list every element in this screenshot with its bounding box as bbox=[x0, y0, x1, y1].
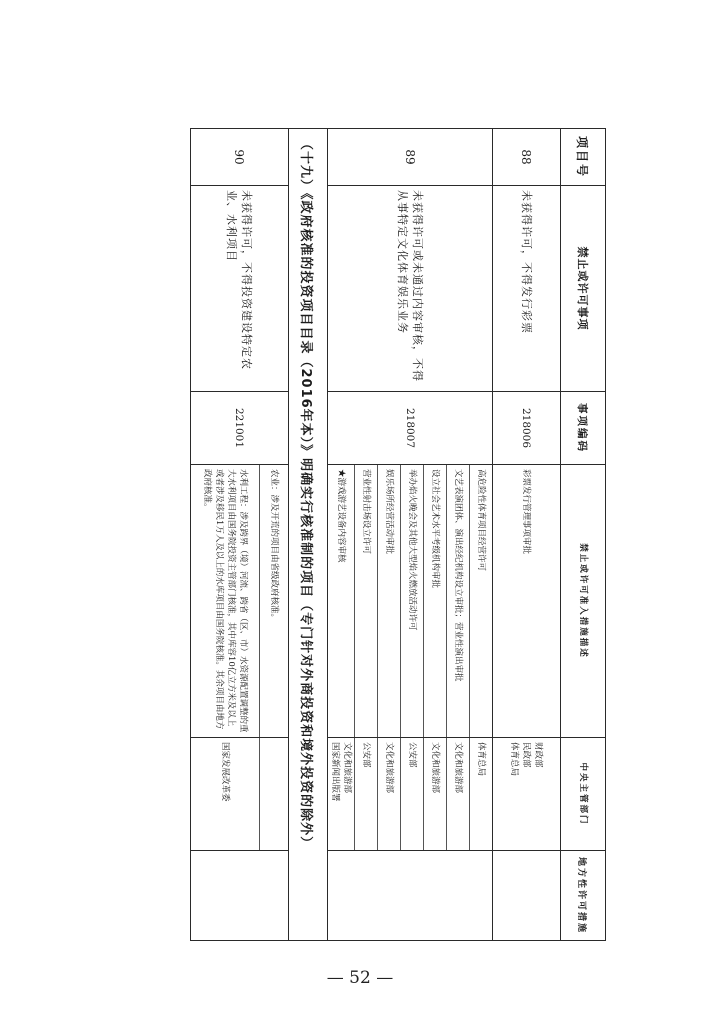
dept-item: 体育总局 bbox=[469, 738, 492, 850]
rotated-table-frame bbox=[108, 128, 606, 941]
header-local: 地方性许可措施 bbox=[561, 851, 606, 941]
header-no: 项目号 bbox=[561, 129, 606, 186]
cell-no: 88 bbox=[493, 129, 561, 186]
cell-no: 90 bbox=[191, 129, 289, 186]
dept-item: 文化和旅游部 bbox=[423, 738, 446, 850]
rotated-table-content bbox=[108, 128, 606, 941]
dept-item: 文化和旅游部 国家新闻出版署 bbox=[330, 742, 352, 802]
desc-item: 娱乐场所经营活动审批 bbox=[377, 465, 400, 737]
dept-line: 体育总局 bbox=[509, 742, 520, 777]
cell-local bbox=[328, 851, 493, 941]
dept-item: 公安部 bbox=[400, 738, 423, 850]
cell-desc-stack bbox=[191, 465, 289, 738]
header-desc: 禁止或许可准入措施描述 bbox=[561, 465, 606, 738]
cell-code: 218006 bbox=[493, 392, 561, 465]
table-row-89 bbox=[328, 129, 493, 941]
cell-dept bbox=[493, 738, 561, 851]
header-row bbox=[561, 129, 606, 941]
desc-item: 农业：涉及开荒的项目由省级政府核准。 bbox=[259, 465, 288, 737]
cell-dept-stack bbox=[328, 738, 493, 851]
dept-item: 公安部 bbox=[354, 738, 377, 850]
cell-local bbox=[493, 851, 561, 941]
header-name: 禁止或许可事项 bbox=[561, 186, 606, 392]
section-row bbox=[289, 129, 328, 941]
cell-no: 89 bbox=[328, 129, 493, 186]
page-number: — 52 — bbox=[326, 968, 394, 988]
desc-item: 设立社会艺术水平考级机构审批 bbox=[423, 465, 446, 737]
table-row-88 bbox=[493, 129, 561, 941]
header-code: 事项编码 bbox=[561, 392, 606, 465]
cell-desc-stack bbox=[328, 465, 493, 738]
dept-item: 文化和旅游部 bbox=[377, 738, 400, 850]
desc-item: 文艺表演团体、演出经纪机构设立审批；营业性演出审批 bbox=[446, 465, 469, 737]
cell-desc: 彩票发行管理事项审批 bbox=[493, 465, 561, 738]
desc-item: 营业性射击场设立许可 bbox=[354, 465, 377, 737]
cell-code: 221001 bbox=[191, 392, 289, 465]
desc-item: 高危险性体育项目经营许可 bbox=[469, 465, 492, 737]
dept-line: 民政部 bbox=[521, 742, 532, 768]
dept-line: 财政部 bbox=[533, 742, 544, 768]
cell-dept-stack bbox=[191, 738, 289, 851]
cell-name: 未获得许可，不得投资建设特定农业、水利项目 bbox=[191, 186, 289, 392]
desc-item: ★游戏游艺设备内容审核 bbox=[336, 469, 346, 563]
cell-local bbox=[191, 851, 289, 941]
cell-name: 未获得许可或未通过内容审核，不得从事特定文化体育娱乐业务 bbox=[328, 186, 493, 392]
cell-code: 218007 bbox=[328, 392, 493, 465]
negative-list-table bbox=[190, 128, 606, 941]
dept-item bbox=[259, 738, 288, 850]
header-dept: 中央主管部门 bbox=[561, 738, 606, 851]
dept-item: 文化和旅游部 bbox=[446, 738, 469, 850]
section-title: （十九）《政府核准的投资项目目录（2016年本）》明确实行核准制的项目（专门针对外商投资和境外投资的除外） bbox=[289, 129, 328, 941]
desc-item: 举办焰火晚会及其他大型焰火燃放活动许可 bbox=[400, 465, 423, 737]
dept-item: 国家发展改革委 bbox=[220, 742, 230, 802]
desc-item: 水利工程：涉及跨界（境）河流、跨省（区、市）水资源配置调整的重大水利项目由国务院投资主管部门核准，其中库容10亿立方米及以上或者涉及移民1万人及以上的水库项目由国务院核准。其余项目由地方政府核准。 bbox=[202, 469, 248, 733]
table-row-90 bbox=[191, 129, 289, 941]
cell-name: 未获得许可，不得发行彩票 bbox=[493, 186, 561, 392]
